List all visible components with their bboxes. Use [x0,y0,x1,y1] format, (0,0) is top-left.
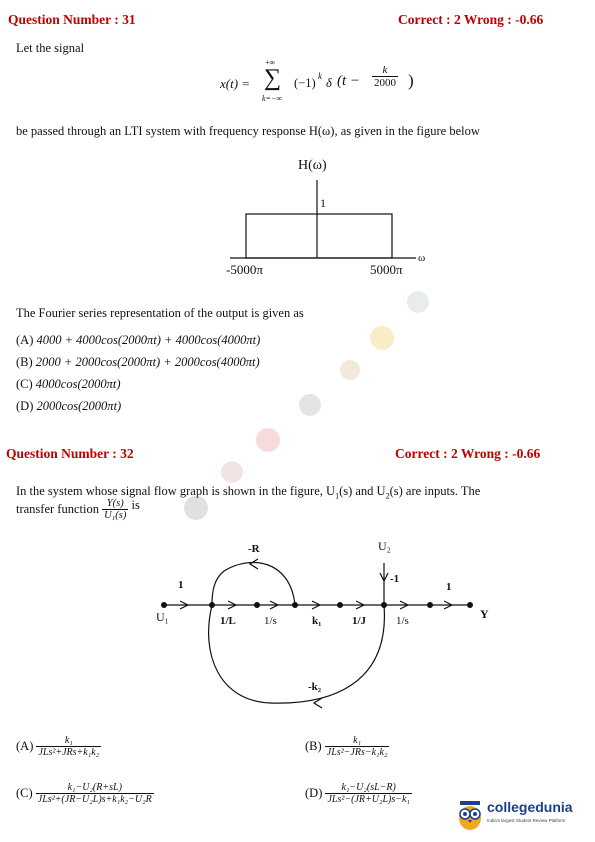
q32-header: Question Number : 32 [6,446,134,461]
q32-option-a: (A) $\frac{\text{k₁}}{\text{JLs²+JRs+k₁k₂}}$ [16,735,100,758]
sfg-gain-k1: k₁ [312,615,322,627]
eq-delta: δ [326,76,332,90]
sfg-u2: U₂ [378,539,391,553]
q31-equation [220,58,460,104]
hw-left-label: -5000π [226,262,263,277]
sfg-gain-in: 1 [178,579,184,591]
sfg-gain-minus-k2: -k₂ [308,681,322,693]
eq-term: (−1) [294,76,316,90]
q31-option-c: (C) 4000cos(2000πt) [16,377,121,391]
owl-icon [455,798,485,832]
q32-option-c: (C) $\frac{\text{k₁−U₂(R+sL)}}{\text{JLs²+(JR−U₂L)s+k₁k₂−U₂R}}$ [16,782,152,805]
sfg-y: Y [480,607,489,621]
q31-question: The Fourier series representation of the output is given as [16,306,304,320]
sum-upper: +∞ [265,58,276,67]
eq-exp: k [318,71,322,81]
q32-intro: In the system whose signal flow graph is shown in the figure, $U_1(s)$ and $U_2(s)$ are inputs. The [16,484,481,501]
eq-lhs: x(t) = [220,76,251,91]
logo-brand: collegedunia [487,799,573,815]
q31-option-d: (D) 2000cos(2000πt) [16,399,122,413]
hw-height-label: 1 [320,196,326,210]
q31-sentence: be passed through an LTI system with frequency response H(ω), as given in the figure below [16,124,480,138]
collegedunia-logo [455,796,595,836]
q32-option-d: (D) $\frac{\text{k₁−U₂(sL−R)}}{\text{JLs²−(JR+U₂L)s−k₁}}$ [305,782,410,805]
hw-title: H(ω) [298,158,327,173]
signal-flow-graph [140,535,500,720]
sfg-gain-1J: 1/J [352,615,367,627]
sfg-gain-u2: -1 [390,573,400,585]
sum-lower: k=−∞ [262,94,283,103]
eq-paren-close: ) [408,71,414,90]
sfg-u1: U₁ [156,610,169,624]
sfg-gain-minus-r: -R [248,543,260,555]
q31-option-b: (B) 2000 + 2000cos(2000πt) + 2000cos(4000πt) [16,355,260,369]
q31-intro: Let the signal [16,41,85,55]
q31-option-a: (A) 4000 + 4000cos(2000πt) + 4000cos(4000πt) [16,333,261,347]
sum-sign: ∑ [264,65,282,91]
q31-marks: Correct : 2 Wrong : -0.66 [398,12,544,27]
hw-rect [246,214,392,258]
hw-omega-label: ω [418,252,426,264]
sfg-gain-1L: 1/L [220,615,236,627]
watermark-emblems [160,290,440,550]
hw-right-label: 5000π [370,262,403,277]
q32-option-b: (B) $\frac{\text{k₁}}{\text{JLs²−JRs−k₁k₂}}$ [305,735,388,758]
eq-paren-open: (t − [337,73,361,89]
sfg-gain-out: 1 [446,581,452,593]
sfg-gain-1s-b: 1/s [396,615,409,627]
eq-frac: $\frac{k}{2000}$ [374,64,396,89]
sfg-gain-1s-a: 1/s [264,615,277,627]
q31-header: Question Number : 31 [8,12,136,27]
q32-marks: Correct : 2 Wrong : -0.66 [395,446,541,461]
logo-tagline: India's largest Student Review Platform [487,818,566,823]
q32-transfer-fn: transfer function $\frac{Y(s)}{\text{U₁(s)}}$ is [16,498,140,521]
hw-figure [220,158,440,283]
